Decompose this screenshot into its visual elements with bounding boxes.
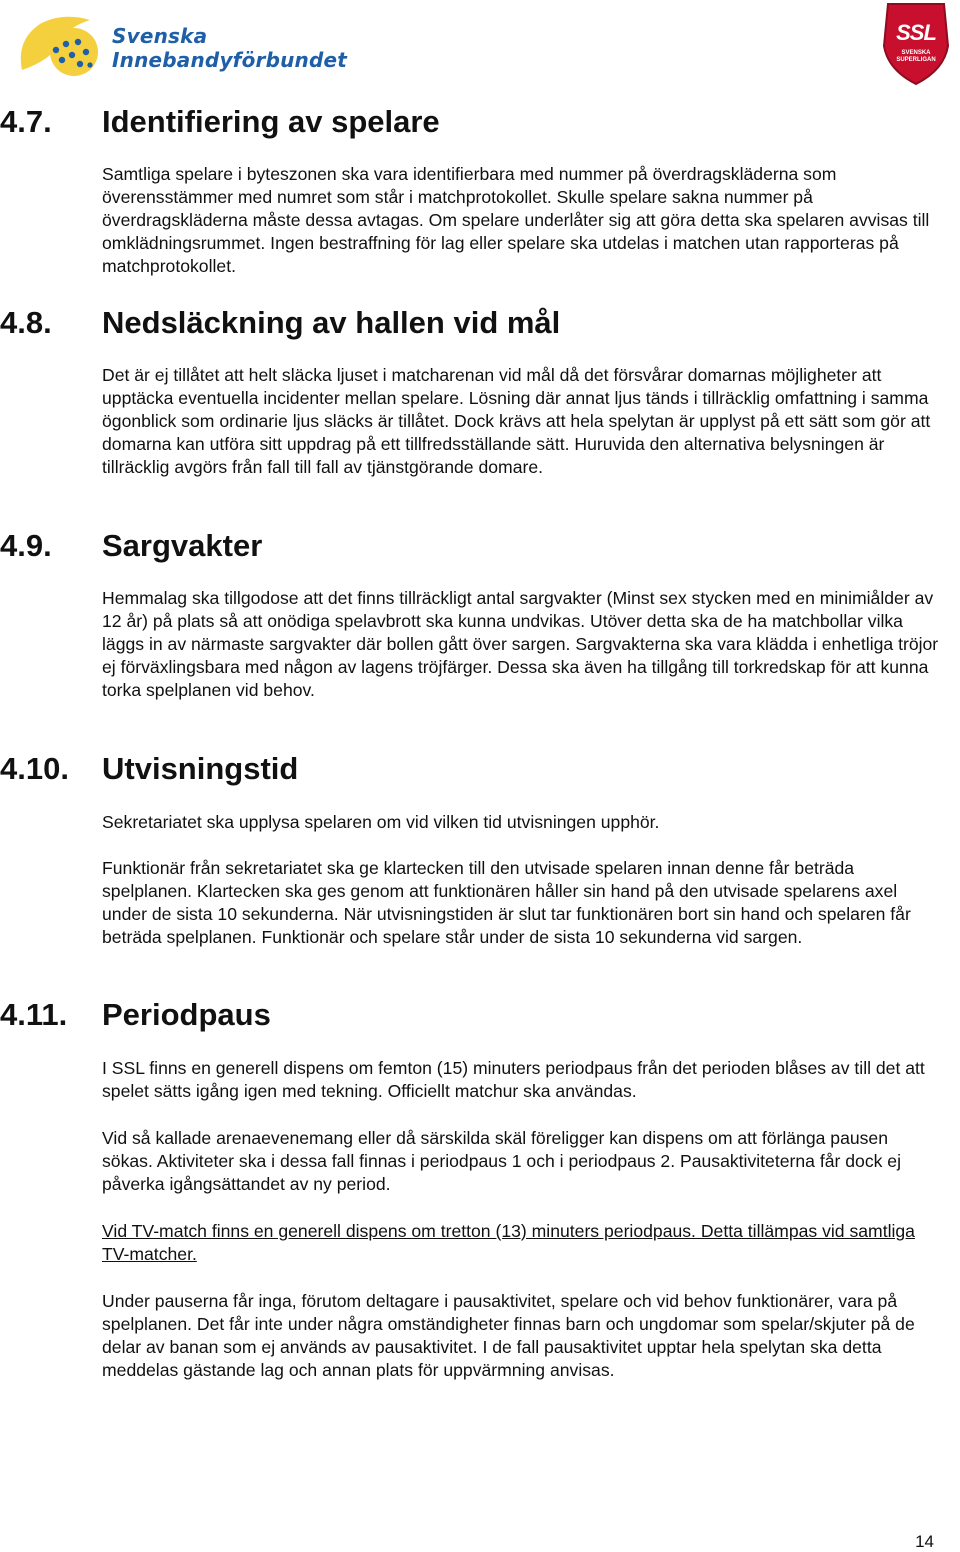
section-number: 4.7. bbox=[0, 104, 52, 139]
page-number: 14 bbox=[915, 1532, 934, 1551]
section-paragraph: Funktionär från sekretariatet ska ge klartecken till den utvisade spelaren innan denne får beträda spelplanen. Klartecken ska ges genom att funktionären håller sin hand på den utvisade spelarens axel under de sista 10 sekunderna. När utvisningstiden är slut tar funktionären bort sin hand och spelaren får beträda spelplanen. Funktionär och spelare står under de sista 10 sekunderna vid sargen. bbox=[102, 858, 911, 947]
section-title: Sargvakter bbox=[102, 528, 263, 563]
section-paragraph: I SSL finns en generell dispens om femton (15) minuters periodpaus från det perioden blåses av till det att spelet sätts igång igen med tekning. Officiellt matchur ska användas. bbox=[102, 1058, 925, 1101]
section-number: 4.8. bbox=[0, 305, 52, 340]
ssl-logo-sub2: SUPERLIGAN bbox=[896, 57, 936, 63]
section-number: 4.9. bbox=[0, 528, 52, 563]
section-title: Identifiering av spelare bbox=[102, 104, 440, 139]
ssl-logo-sub1: SVENSKA bbox=[901, 50, 931, 56]
floorball-icon bbox=[12, 10, 112, 85]
section-heading bbox=[0, 303, 960, 343]
svenska-innebandyforbundet-logo bbox=[12, 10, 348, 85]
section-paragraph: Under pauserna får inga, förutom deltagare i pausaktivitet, spelare och vid behov funktionärer, vara på spelplanen. Det får inte under några omständigheter finnas barn och ungdomar som spelar/skjuter på de delar av banan som ej används av pausaktivitet. I de fall pausaktivitet upptar hela spelytan ska detta meddelas gästande lag och annan plats för uppvärmning anvisas. bbox=[102, 1291, 915, 1380]
section-number: 4.11. bbox=[0, 997, 68, 1032]
section-paragraph: Det är ej tillåtet att helt släcka ljuset i matcharenan vid mål då det försvårar domarnas möjligheter att upptäcka eventuella incidenter mellan spelare. Lösning där annat ljus tänds i tillräcklig omfattning i samma ögonblick som ordinarie ljus släcks är tillåtet. Dock krävs att hela spelytan är upplyst på ett sätt som gör att domarna kan utföra sitt uppdrag på ett tillfredsställande sätt. Huruvida den alternativa belysningen är tillräcklig avgörs från fall till fall av tjänstgörande domare. bbox=[102, 365, 931, 477]
ssl-logo-text: SSL bbox=[896, 20, 936, 45]
section-title: Nedsläckning av hallen vid mål bbox=[102, 305, 561, 340]
section-heading bbox=[0, 995, 960, 1035]
page-header bbox=[0, 0, 960, 90]
sif-logo-line2: Innebandyförbundet bbox=[112, 48, 348, 72]
section-paragraph: Sekretariatet ska upplysa spelaren om vid vilken tid utvisningen upphör. bbox=[102, 812, 660, 832]
section-heading bbox=[0, 526, 960, 566]
section-title: Periodpaus bbox=[102, 997, 271, 1032]
section-heading bbox=[0, 102, 960, 142]
section-number: 4.10. bbox=[0, 751, 69, 786]
section-title: Utvisningstid bbox=[102, 751, 299, 786]
section-heading bbox=[0, 749, 960, 789]
ssl-logo-subtext bbox=[880, 50, 952, 64]
sif-logo-text bbox=[112, 24, 347, 72]
svenska-superligan-logo bbox=[880, 0, 952, 86]
section-paragraph: Samtliga spelare i byteszonen ska vara identifierbara med nummer på överdragskläderna som överensstämmer med numret som står i matchprotokollet. Skulle spelare sakna nummer på överdragskläderna måste dessa avtagas. Om spelare underlåter sig att göra detta ska spelaren avvisas till omklädningsrummet. Ingen bestraffning för lag eller spelare ska utdelas i matchen utan rapporteras på matchprotokollet. bbox=[102, 164, 930, 276]
section-paragraph: Hemmalag ska tillgodose att det finns tillräckligt antal sargvakter (Minst sex stycken med en minimiålder av 12 år) på plats så att onödiga spelavbrott ska kunna undvikas. Utöver detta ska de ha matchbollar vilka läggs in av närmaste sargvakter där bollen gått över sargen. Sargvakterna ska vara klädda i enhetliga tröjor ej förväxlingsbara med någon av lagens tröjfärger. Dessa ska även ha tillgång till torkredskap för att kunna torka spelplanen vid behov. bbox=[102, 588, 939, 700]
sif-logo-line1: Svenska bbox=[112, 24, 208, 48]
section-paragraph: Vid så kallade arenaevenemang eller då särskilda skäl föreligger kan dispens om att förlänga pausen sökas. Aktiviteter ska i dessa fall finnas i periodpaus 1 och i periodpaus 2. Pausaktiviteterna får dock ej påverka igångsättandet av ny period. bbox=[102, 1128, 901, 1194]
tv-match-paragraph: Vid TV-match finns en generell dispens om tretton (13) minuters periodpaus. Detta tillämpas vid samtliga TV-matcher. bbox=[102, 1221, 915, 1264]
